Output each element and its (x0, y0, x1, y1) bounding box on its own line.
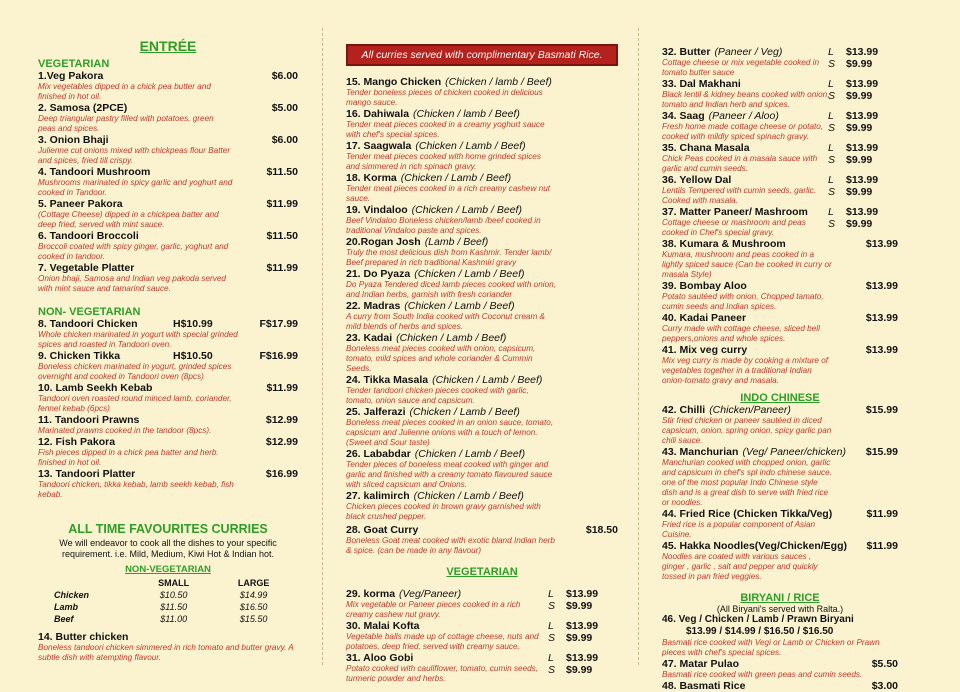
item-description: Julienne cut onions mixed with chickpeas flour Batter and spices, fried till crispy. (38, 146, 231, 165)
item-description: Boneless meat pieces cooked in an onion sauce, tomato, capsicum and Julienne onions with a touch of lemon. (Sweet and Sour taste) (346, 418, 554, 447)
menu-item (662, 142, 898, 174)
menu-item (38, 318, 298, 350)
table-header: LARGE (237, 578, 270, 588)
item-description: Potato sautéed with onion, Chopped tamato, cumin seeds and Indian spices. (662, 292, 824, 311)
item-price: $13.99 (865, 280, 898, 292)
item-description: Truly the most delicious dish from Kashmir. Tender lamb/ Beef prepared in rich traditional Kashmiri gravy (346, 248, 552, 267)
biryani-note: (All Biryani's served with Ralta.) (716, 604, 844, 614)
entree-title: ENTRÉE (139, 38, 197, 54)
menu-item (662, 46, 898, 78)
biryani-description: Basmati rice cooked with Vegi or Lamb or Chicken or Prawn pieces with chef's special spices. (662, 638, 880, 657)
item-name: 11. Tandoori Prawns (38, 414, 140, 426)
menu-item (38, 436, 298, 468)
item-description: Boneless meat pieces cooked with onion, capsicum, tomato, mild spices and whole coriander & Cummin Seeds. (346, 344, 536, 373)
item-name (346, 108, 618, 120)
item-price: $11.99 (266, 262, 298, 274)
menu-item (38, 198, 298, 230)
item-name: 10. Lamb Seekh Kebab (38, 382, 153, 394)
item-prices: L $13.99 S $9.99 (548, 588, 599, 612)
item-description: Fried rice is a popular component of Asian Cuisine. (662, 520, 816, 539)
menu-item (662, 404, 898, 446)
table-cell: $11.00 (160, 614, 188, 624)
item-half-price: H$10.50 (173, 350, 213, 362)
menu-item (346, 76, 618, 108)
item-price: $11.50 (266, 166, 298, 178)
item-description: Tender meat pieces cooked in a creamy yoghurt sauce with chef's special spices. (346, 120, 545, 139)
column-divider (322, 28, 323, 665)
small-price: $9.99 (846, 186, 873, 198)
item-price: $5.50 (871, 658, 898, 670)
biryani-item: 46. Veg / Chicken / Lamb / Prawn Biryani (662, 614, 854, 625)
item-name: 9. Chicken Tikka (38, 350, 121, 362)
item-description: Beef Vindaloo Boneless chicken/lamb /beef cooked in traditional Vindaloo paste and spices. (346, 216, 541, 235)
menu-item (38, 350, 298, 382)
item-title: 17. Saagwala (346, 140, 412, 152)
item-price: $15.99 (865, 446, 898, 458)
item-price: $11.99 (866, 508, 898, 520)
menu-item (38, 382, 298, 414)
item-description: Mix veg curry is made by cooking a mixture of vegetables together in a traditional Indian onion-tomato gravy and masala. (662, 356, 829, 385)
item-name (346, 406, 618, 418)
menu-item (346, 332, 618, 374)
veg-indo-biryani-column (662, 0, 898, 692)
menu-item (662, 446, 898, 508)
item-options: (Lamb / Beef) (424, 236, 489, 248)
item-title: 45. Hakka Noodles(Veg/Chicken/Egg) (662, 540, 847, 552)
small-price: $9.99 (846, 58, 873, 70)
item-title: 20.Rogan Josh (346, 236, 421, 248)
item-title: 22. Madras (346, 300, 401, 312)
large-price: $13.99 (566, 652, 599, 664)
menu-item (38, 262, 298, 294)
item-options: (Chicken / Lamb / Beef) (396, 332, 507, 344)
item-description: Fresh home made cottage cheese or potato, cooked with mildly spiced spinach gravy. (662, 122, 824, 141)
item-description: Mushrooms marinated in spicy garlic and yoghurt and cooked in Tandoor. (38, 178, 233, 197)
size-price-table (54, 577, 294, 625)
table-cell: $15.50 (239, 614, 268, 624)
menu-item (346, 300, 618, 332)
menu-item (346, 172, 618, 204)
item-price: $12.99 (265, 414, 298, 426)
item-options: (Chicken / Lamb / Beef) (413, 490, 524, 502)
large-price: $13.99 (846, 174, 879, 186)
item-options: (Veg/Paneer) (399, 588, 462, 600)
table-cell: Chicken (54, 590, 90, 600)
item-title: 24. Tikka Masala (346, 374, 429, 386)
item-name: 14. Butter chicken (38, 631, 129, 643)
item-title: 43. Manchurian (662, 446, 739, 458)
item-price: $16.99 (265, 468, 298, 480)
non-veg-heading: NON- VEGETARIAN (38, 306, 141, 318)
item-prices: L $13.99 S $9.99 (828, 110, 879, 134)
item-name (346, 172, 618, 184)
item-price: $11.99 (866, 540, 898, 552)
item-description: Boneless tandoori chicken simmered in rich tomato and butter gravy. A subtle dish with atempting flavour. (38, 643, 294, 662)
item-title: 27. kalimirch (346, 490, 410, 502)
item-name (662, 446, 898, 458)
table-row (54, 601, 294, 613)
small-price: $9.99 (566, 600, 593, 612)
menu-item (38, 70, 298, 102)
menu-item (38, 230, 298, 262)
item-title: 19. Vindaloo (346, 204, 408, 216)
item-price: $3.00 (871, 680, 898, 692)
menu-item (662, 280, 898, 312)
menu-item (38, 134, 298, 166)
item-title: 16. Dahiwala (346, 108, 410, 120)
item-prices: L $13.99 S $9.99 (828, 78, 879, 102)
item-name: 3. Onion Bhaji (38, 134, 109, 146)
table-cell: $10.50 (159, 590, 188, 600)
item-title: 15. Mango Chicken (346, 76, 442, 88)
item-description: Mix vegetable or Paneer pieces cooked in a rich creamy cashew nut gravy. (346, 600, 521, 619)
item-title: 44. Fried Rice (Chicken Tikka/Veg) (662, 508, 833, 520)
item-name: 5. Paneer Pakora (38, 198, 123, 210)
item-title: 29. korma (346, 588, 396, 600)
item-prices: L $13.99 S $9.99 (548, 652, 599, 676)
table-header: SMALL (158, 578, 190, 588)
column-divider (638, 28, 639, 665)
item-description: Noodles are coated with various sauces , ginger , garlic , salt and pepper and quickly tossed in pan fried veggies. (662, 552, 818, 581)
large-price: $13.99 (846, 206, 879, 218)
item-name: 38. Kumara & Mushroom (662, 238, 786, 250)
small-price: $9.99 (846, 154, 873, 166)
menu-item (662, 680, 898, 692)
item-price: $5.00 (271, 102, 298, 114)
item-name: 40. Kadai Paneer (662, 312, 747, 324)
item-name: 12. Fish Pakora (38, 436, 116, 448)
item-description: Boneless Goat meat cooked with exotic bland Indian herb & spice. (can be made in any flavour) (346, 536, 555, 555)
item-title: 26. Lababdar (346, 448, 411, 460)
item-title: 34. Saag (662, 110, 705, 122)
item-title: 42. Chilli (662, 404, 706, 416)
veg-curry-list-2 (662, 46, 898, 238)
indo-chinese-heading: INDO CHINESE (740, 392, 820, 404)
item-price: $12.99 (265, 436, 298, 448)
item-prices: L $13.99 S $9.99 (548, 620, 599, 644)
item-title: 35. Chana Masala (662, 142, 750, 154)
item-options: (Veg/ Paneer/chicken) (742, 446, 846, 458)
item-options: (Chicken / Lamb / Beef) (414, 448, 526, 460)
entree-column (38, 0, 298, 685)
item-name: 39. Bombay Aloo (662, 280, 747, 292)
item-price: F$16.99 (259, 350, 298, 362)
item-description: Tender pieces of boneless meat cooked with ginger and garlic and finished with a creamy tomato flavoured sauce with sliced capsicum and Onions. (346, 460, 553, 489)
item-options: (Chicken/Paneer) (709, 404, 791, 416)
item-prices: L $13.99 S $9.99 (828, 46, 879, 70)
item-description: Cottage cheese or mix vegetable cooked in tomato butter sauce (662, 58, 820, 77)
item-name (346, 236, 618, 248)
item-name: 13. Tandoori Platter (38, 468, 136, 480)
item-name (346, 140, 618, 152)
item-description: Tender meat pieces cooked in a rich creamy cashew nut sauce. (346, 184, 551, 203)
biryani-prices: $13.99 / $14.99 / $16.50 / $16.50 (686, 626, 834, 637)
item-name (346, 490, 618, 502)
item-price: $15.99 (865, 404, 898, 416)
item-title: 25. Jalferazi (346, 406, 406, 418)
item-half-price: H$10.99 (173, 318, 213, 330)
menu-item (662, 238, 898, 280)
item-title: 31. Aloo Gobi (346, 652, 414, 664)
small-price: $9.99 (846, 122, 873, 134)
item-title: 33. Dal Makhani (662, 78, 741, 90)
item-description: Tender boneless pieces of chicken cooked in delicious mango sauce. (346, 88, 543, 107)
item-title: 37. Matter Paneer/ Mashroom (662, 206, 808, 218)
veg-curry-list (346, 588, 618, 684)
item-price: $13.99 (865, 312, 898, 324)
item-description: Do Pyaza Tendered diced lamb pieces cooked with onion, and Indian herbs, garnish with fresh coriander (346, 280, 556, 299)
nonveg-entree-list (38, 318, 298, 500)
item-description: Whole chicken marinated in yogurt with special grinded spices and roasted in Tandoori oven. (38, 330, 238, 349)
menu-item (346, 406, 618, 448)
menu-item (662, 540, 898, 582)
item-prices: L $13.99 S $9.99 (828, 174, 879, 198)
menu-item (662, 508, 898, 540)
item-options: (Chicken / lamb / Beef) (445, 76, 552, 88)
item-name: 2. Samosa (2PCE) (38, 102, 128, 114)
item-price: $6.00 (271, 134, 298, 146)
item-options: (Chicken / Lamb / Beef) (400, 172, 512, 184)
menu-item (346, 652, 618, 684)
item-name (346, 300, 618, 312)
item-name (662, 508, 898, 520)
item-description: Boneless chicken marinated in yogurt, grinded spices overnight and cooked in Tandoori oven (8pcs) (38, 362, 232, 381)
favourites-note: We will endeavor to cook all the dishes to your specific requirement. i.e. Mild, Medium, Kiwi Hot & Indian hot. (59, 538, 277, 559)
item-description: (Cottage Cheese) dipped in a chickpea batter and deep fried, served with mint sauce. (38, 210, 219, 229)
item-name: 4. Tandoori Mushroom (38, 166, 151, 178)
table-row (54, 613, 294, 625)
item-price: $13.99 (865, 238, 898, 250)
menu-item (38, 468, 298, 500)
large-price: $13.99 (846, 78, 879, 90)
item-name: 47. Matar Pulao (662, 658, 740, 670)
item-name: 6. Tandoori Broccoli (38, 230, 139, 242)
vegetarian-heading: VEGETARIAN (38, 58, 110, 70)
item-name (662, 540, 898, 552)
table-cell: $16.50 (239, 602, 268, 612)
vegetarian-curries-heading: VEGETARIAN (446, 566, 518, 578)
menu-item (662, 174, 898, 206)
biryani-heading: BIRYANI / RICE (740, 592, 820, 604)
table-cell: $14.99 (239, 590, 268, 600)
small-price: $9.99 (566, 632, 593, 644)
item-price: $18.50 (585, 524, 618, 536)
item-name: 41. Mix veg curry (662, 344, 748, 356)
indo-chinese-list (662, 404, 898, 582)
curries-column (346, 0, 618, 685)
menu-item (662, 658, 898, 680)
item-description: Cottage cheese or mashroom and peas cooked in Chef's special gravy. (662, 218, 806, 237)
small-price: $9.99 (846, 90, 873, 102)
item-description: Chick Peas cooked in a masala sauce with garlic and cumin seeds. (662, 154, 818, 173)
item-options: (Chicken / lamb / Beef) (413, 108, 520, 120)
menu-item (38, 102, 298, 134)
menu-item (346, 620, 618, 652)
large-price: $13.99 (846, 142, 879, 154)
item-title: 23. Kadai (346, 332, 393, 344)
item-name: 7. Vegetable Platter (38, 262, 135, 274)
item-description: Broccoli coated with spicy ginger, garlic, yoghurt and cooked in tandoor. (38, 242, 229, 261)
item-description: Vegetable balls made up of cottage cheese, nuts and potatoes, deep fried, served with creamy sauce. (346, 632, 539, 651)
menu-item (346, 374, 618, 406)
favourites-title: ALL TIME FAVOURITES CURRIES (68, 522, 268, 536)
small-price: $9.99 (846, 218, 873, 230)
menu-item (346, 268, 618, 300)
item-description: Kumara, mushroom and peas cooked in a lightly spiced sauce (Can be cooked in curry or masala Style) (662, 250, 832, 279)
item-price: $13.99 (865, 344, 898, 356)
item-options: (Chicken / Lamb / Beef) (432, 374, 543, 386)
item-options: (Chicken / Lamb / Beef) (404, 300, 515, 312)
item-description: Tandoori oven roasted round minced lamb, coriander, fennel kebab (6pcs) (38, 394, 232, 413)
item-description: Lentils Tempered with cumin seeds, garlic. Cooked with masala. (662, 186, 816, 205)
item-name (346, 204, 618, 216)
table-cell: Lamb (54, 602, 79, 612)
item-price: $11.99 (266, 382, 298, 394)
item-price: $6.00 (271, 70, 298, 82)
item-name: 48. Basmati Rice (662, 680, 746, 692)
item-options: (Chicken / Lamb / Beef) (411, 204, 522, 216)
non-veg-subheading: NON-VEGETARIAN (125, 564, 211, 575)
item-name (662, 404, 898, 416)
menu-item (38, 166, 298, 198)
menu-item (346, 108, 618, 140)
item-description: Marinated prawns cooked in the tandoor (8pcs). (38, 426, 212, 435)
rice-banner: All curries served with complimentary Basmati Rice. (346, 44, 618, 66)
item-options: (Chicken / Lamb / Beef) (414, 268, 525, 280)
item-description: Deep triangular pastry filled with potatoes, green peas and spices. (38, 114, 214, 133)
item-description: Fish pieces dipped in a chick pea batter and herb. finished in hot oil. (38, 448, 219, 467)
item-options: (Paneer / Veg) (714, 46, 783, 58)
item-title: 21. Do Pyaza (346, 268, 411, 280)
menu-item (346, 588, 618, 620)
menu-item (346, 490, 618, 522)
item-prices: L $13.99 S $9.99 (828, 142, 879, 166)
item-options: (Chicken / Lamb / Beef) (415, 140, 526, 152)
large-price: $13.99 (846, 46, 879, 58)
veg-entree-list (38, 70, 298, 294)
item-title: 18. Korma (346, 172, 397, 184)
item-description: Tender tandoori chicken pieces cooked with garlic, tomato, onion sauce and capsicum. (346, 386, 529, 405)
item-price: $11.50 (266, 230, 298, 242)
large-price: $13.99 (566, 588, 599, 600)
menu-item (662, 344, 898, 386)
item-description: Chicken pieces cooked in brown gravy garnished with black crushed pepper. (346, 502, 541, 521)
menu-item (346, 448, 618, 490)
item-name (346, 332, 618, 344)
small-price: $9.99 (566, 664, 593, 676)
table-cell: $11.50 (160, 602, 188, 612)
item-description: Mix vegetables dipped in a chick pea butter and finished in hot oil. (38, 82, 211, 101)
menu-item (662, 206, 898, 238)
item-description: Black lentil & kidney beans cooked with onion, tomato and Indian herb and spices. (662, 90, 830, 109)
large-price: $13.99 (846, 110, 879, 122)
item-description: Stir fried chicken or paneer sautéed in diced capsicum, onion, spring onion, spicy garlic pan chili sauce. (662, 416, 832, 445)
item-description: A curry from South India cooked with Coconut cream & mild blends of herbs and spices. (346, 312, 546, 331)
item-title: 36. Yellow Dal (662, 174, 732, 186)
table-header (54, 577, 134, 589)
menu-item (38, 631, 298, 663)
menu-item (346, 236, 618, 268)
table-cell: Beef (54, 614, 74, 624)
item-description: Basmati rice cooked with green peas and cumin seeds. (662, 670, 863, 679)
item-price: F$17.99 (259, 318, 298, 330)
item-name: 8. Tandoori Chicken (38, 318, 138, 330)
item-name (346, 448, 618, 460)
table-row (54, 589, 294, 601)
large-price: $13.99 (566, 620, 599, 632)
menu-item (346, 140, 618, 172)
item-description: Curry made with cottage cheese, sliced bell peppers,onions and whole spices. (662, 324, 820, 343)
menu-item (662, 110, 898, 142)
menu-item (38, 414, 298, 436)
item-title: 32. Butter (662, 46, 711, 58)
item-name (346, 76, 618, 88)
item-description: Tandoori chicken, tikka kebab, lamb seekh kebab, fish kebab. (38, 480, 234, 499)
menu-item (662, 78, 898, 110)
item-description: Manchurian cooked with chopped onion, garlic and capsicum in chef's spl indo chinese sauce. one of the most popular Indo Chinese style dish and is a great dish to serve with fried rice or noodles. (662, 458, 832, 507)
item-name: 28. Goat Curry (346, 524, 419, 536)
item-name: 1.Veg Pakora (38, 70, 104, 82)
item-price: $11.99 (266, 198, 298, 210)
item-description: Onion bhaji, Samosa and Indian veg pakoda served with mint sauce and tamarind sauce. (38, 274, 226, 293)
item-title: 30. Malai Kofta (346, 620, 420, 632)
veg-curry-list-3 (662, 238, 898, 386)
item-description: Tender meat pieces cooked with home grinded spices and simmered in rich spinach gravy. (346, 152, 541, 171)
menu-item (662, 312, 898, 344)
item-prices: L $13.99 S $9.99 (828, 206, 879, 230)
menu-item (346, 524, 618, 556)
item-description: Potato cooked with cauliflower, tomato, cumin seeds, turmeric powder and herbs. (346, 664, 539, 683)
item-name (346, 374, 618, 386)
menu-item (346, 204, 618, 236)
item-options: (Chicken / Lamb / Beef) (409, 406, 520, 418)
item-name (346, 268, 618, 280)
curry-list (346, 76, 618, 522)
item-options: (Paneer / Aloo) (708, 110, 779, 122)
